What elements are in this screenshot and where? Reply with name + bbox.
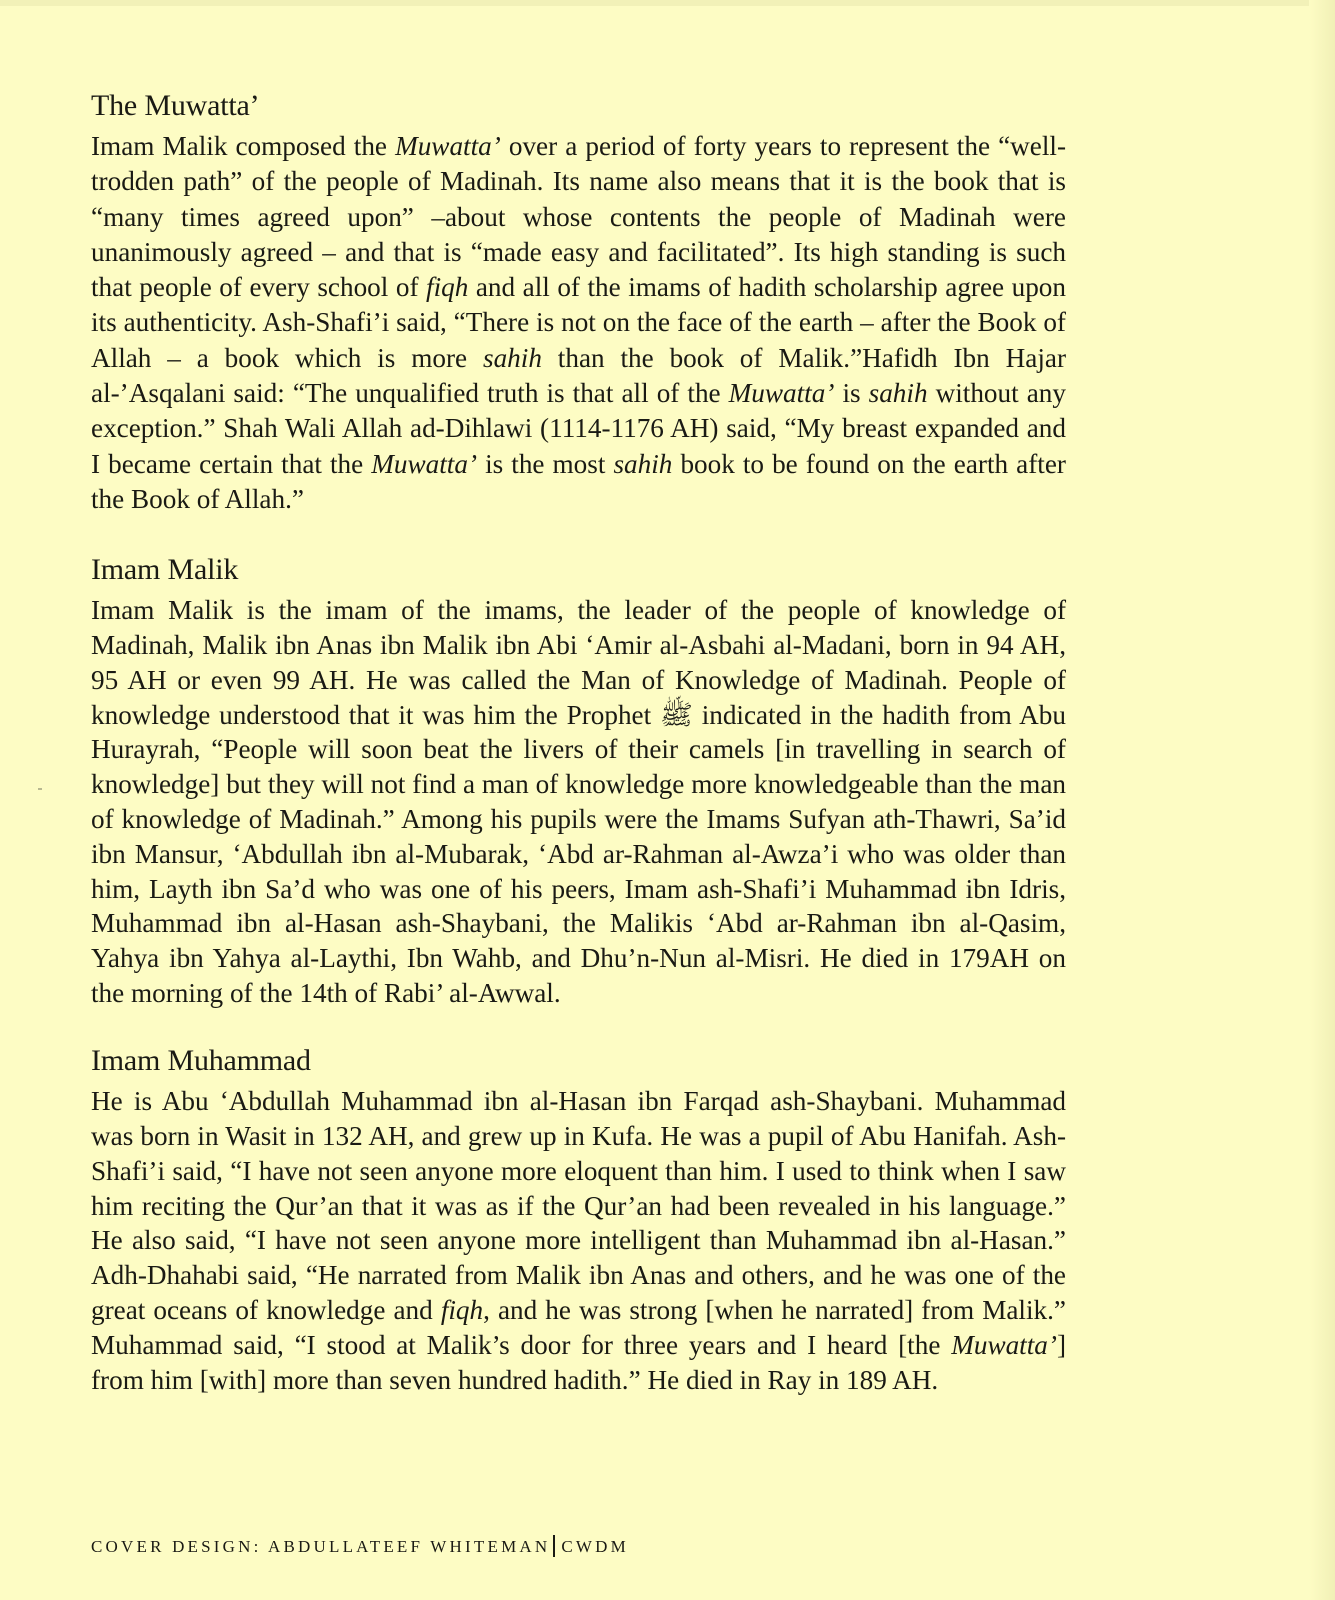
section-heading-muwatta: The Muwatta’ [91, 89, 260, 122]
section-heading-imam-muhammad: Imam Muhammad [91, 1043, 311, 1077]
italic-term: Muwatta’ [371, 448, 478, 479]
text-run: He is Abu ‘Abdullah Muhammad ibn al-Hasan ibn Farqad ash-Shaybani. Muhammad was born in Wasit in 132 AH, and grew up in Kufa. He was a pupil of Abu Hanifah. Ash-Shafi’i said, “I have not seen anyone more eloquent than him. I used to think when I saw him reciting the Qur’an that it was as if the Qur’an had been revealed in his language.” He also said, “I have not seen anyone more intelligent than Muhammad ibn al-Hasan.” Adh-Dhahabi said, “He narrated from Malik ibn Anas and others, and he was one of the great oceans of knowledge and [91, 1085, 1066, 1326]
credit-separator [553, 1535, 555, 1557]
section-paragraph-imam-muhammad [91, 1084, 1066, 1398]
section-paragraph-muwatta [91, 129, 1066, 517]
text-run: book to be found on the earth after the Book of Allah.” [91, 448, 1066, 514]
cover-design-credit [91, 1535, 629, 1557]
text-run: Imam Malik composed the [91, 131, 396, 161]
text-run: over a period of forty years to represent the “well-trodden path” of the people of Madinah. Its name also means that it is the book that is “many times agreed upon” –about whose contents the people of Madinah were unanimously agreed – and that is “made easy and facilitated”. Its high standing is such that people of every school of [91, 131, 1067, 303]
italic-term: sahih [868, 378, 928, 409]
italic-term: Muwatta’ [728, 378, 835, 409]
scan-edge-right [1309, 0, 1335, 1600]
italic-term: fiqh [426, 272, 469, 303]
studio-credit: CWDM [561, 1537, 629, 1556]
text-run: , and he was strong [when he narrated] from Malik.” Muhammad said, “I stood at Malik’s door for three years and I heard [the [91, 1295, 1066, 1361]
cover-text [91, 86, 1066, 1398]
text-run: is [834, 378, 869, 409]
section-imam-muhammad [91, 1041, 1066, 1398]
section-paragraph-imam-malik [91, 593, 1066, 1011]
italic-term: sahih [613, 448, 673, 479]
section-imam-malik [91, 550, 1066, 1011]
italic-term: fiqh [440, 1295, 484, 1326]
text-run: than the book of Malik.”Hafidh Ibn Hajar al-’Asqalani said: “The unqualified truth is that all of the [91, 342, 1066, 409]
section-heading-imam-malik: Imam Malik [91, 553, 239, 587]
scan-speck [38, 788, 42, 790]
italic-term: sahih [483, 342, 542, 373]
text-run: ] from him [with] more than seven hundred hadith.” He died in Ray in 189 AH. [91, 1330, 1066, 1396]
designer-credit: COVER DESIGN: ABDULLATEEF WHITEMAN [91, 1537, 551, 1556]
text-run: Imam Malik is the imam of the imams, the leader of the people of knowledge of Madinah, Malik ibn Anas ibn Malik ibn Abi ‘Amir al-Asbahi al-Madani, born in 94 AH, 95 AH or even 99 AH. He was called the Man of Knowledge of Madinah. People of knowledge understood that it was him the Prophet ﷺ indicated in the hadith from Abu Hurayrah, “People will soon beat the livers of their camels [in travelling in search of knowledge] but they will not find a man of knowledge more knowledgeable than the man of knowledge of Madinah.” Among his pupils were the Imams Sufyan ath-Thawri, Sa’id ibn Mansur, ‘Abdullah ibn al-Mubarak, ‘Abd ar-Rahman al-Awza’i who was older than him, Layth ibn Sa’d who was one of his peers, Imam ash-Shafi’i Muhammad ibn Idris, Muhammad ibn al-Hasan ash-Shaybani, the Malikis ‘Abd ar-Rahman ibn al-Qasim, Yahya ibn Yahya al-Laythi, Ibn Wahb, and Dhu’n-Nun al-Misri. He died in 179AH on the morning of the 14th of Rabi’ al-Awwal. [91, 595, 1066, 1009]
text-run: is the most [477, 448, 614, 479]
text-run: without any exception.” Shah Wali Allah ad-Dihlawi (1114-1176 AH) said, “My breast expanded and I became certain that the [91, 378, 1066, 479]
scan-edge-top [0, 0, 1335, 6]
italic-term: Muwatta’ [395, 131, 501, 161]
text-run: and all of the imams of hadith scholarship agree upon its authenticity. Ash-Shafi’i said, “There is not on the face of the earth – after the Book of Allah – a book which is more [91, 272, 1066, 373]
italic-term: Muwatta’ [951, 1330, 1057, 1361]
section-muwatta [91, 86, 1066, 517]
